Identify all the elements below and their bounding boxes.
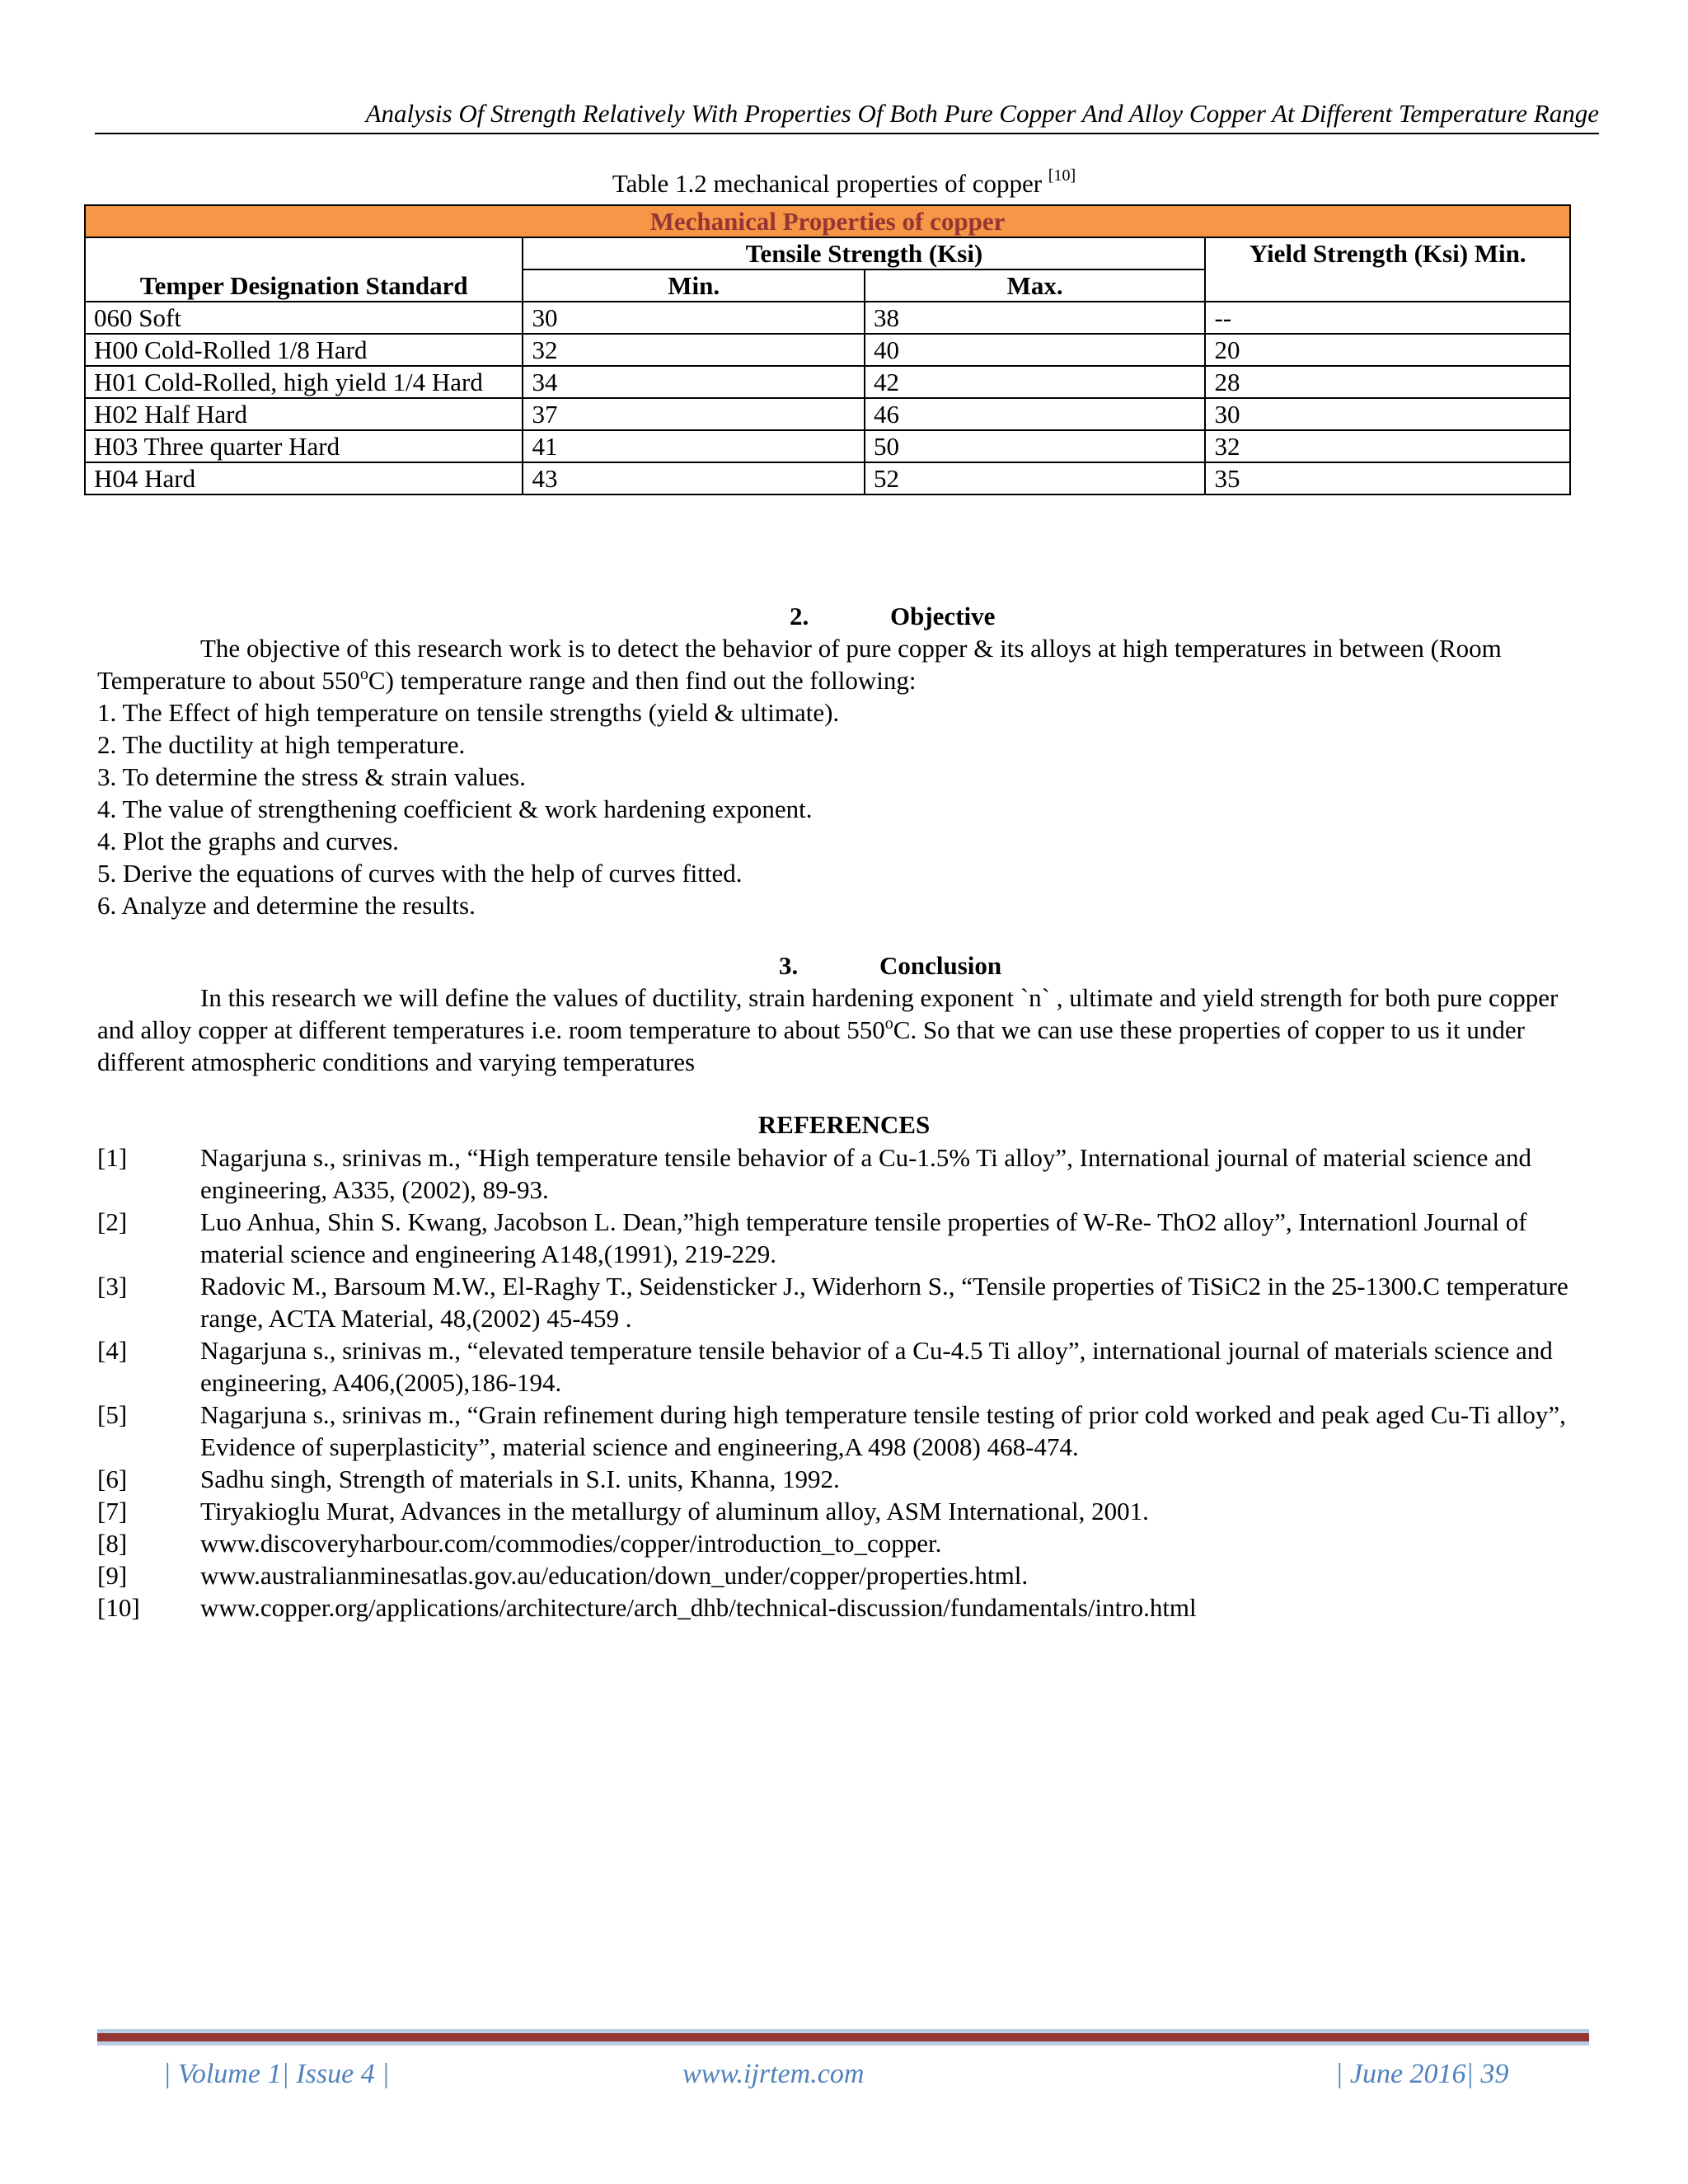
list-item: 2. The ductility at high temperature. [97,730,466,759]
objective-intro-a: The objective of this research work is to detect the behavior of pure copper & its alloys at high temperatures in between (Room Temperature to about 550 [97,634,1502,695]
header-min: Min. [523,269,864,302]
reference-tag: [4] [97,1336,128,1365]
cell-yield: 35 [1205,462,1570,494]
reference-tag: [5] [97,1400,128,1429]
table-title: Mechanical Properties of copper [85,205,1570,237]
reference-tag: [10] [97,1593,140,1622]
footer-date-page: | June 2016| 39 [1335,2059,1509,2089]
reference-tag: [7] [97,1497,128,1526]
cell-max: 42 [865,366,1206,398]
table-title-row [85,205,1570,237]
reference-item [97,1559,1597,1591]
list-item: 5. Derive the equations of curves with the help of curves fitted. [97,859,743,888]
mechanical-properties-table [84,204,1571,495]
conclusion-title: Conclusion [879,951,1002,980]
cell-temper: H00 Cold-Rolled 1/8 Hard [85,334,523,366]
cell-temper: H03 Three quarter Hard [85,430,523,462]
reference-tag: [3] [97,1272,128,1301]
list-item: 1. The Effect of high temperature on tensile strengths (yield & ultimate). [97,698,840,727]
header-yield: Yield Strength (Ksi) Min. [1205,237,1570,302]
header-rule [95,133,1599,134]
cell-min: 32 [523,334,864,366]
table-caption [0,167,1688,200]
cell-yield: 30 [1205,398,1570,430]
reference-item [97,1206,1597,1270]
table-caption-ref: [10] [1048,166,1076,185]
reference-item [97,1334,1597,1399]
list-item: 3. To determine the stress & strain values. [97,762,526,791]
table-header-row-1 [85,237,1570,269]
cell-max: 40 [865,334,1206,366]
reference-item [97,1399,1597,1463]
list-item: 4. Plot the graphs and curves. [97,827,399,855]
reference-item [97,1591,1597,1624]
cell-max: 46 [865,398,1206,430]
cell-yield: 28 [1205,366,1570,398]
cell-max: 50 [865,430,1206,462]
reference-tag: [6] [97,1465,128,1493]
table-row [85,398,1570,430]
reference-text: Luo Anhua, Shin S. Kwang, Jacobson L. Dean,”high temperature tensile properties of W-Re- ThO2 alloy”, Internationl Journal of material science and engineering A148,(1991), 219-229. [200,1207,1527,1268]
running-header: Analysis Of Strength Relatively With Properties Of Both Pure Copper And Alloy Copper At Different Temperature Range [365,99,1599,128]
cell-yield: 32 [1205,430,1570,462]
cell-max: 52 [865,462,1206,494]
reference-text: www.discoveryharbour.com/commodies/copper/introduction_to_copper. [200,1529,942,1558]
header-tensile: Tensile Strength (Ksi) [523,237,1205,269]
conclusion-number: 3. [779,951,799,980]
references-title: REFERENCES [757,1110,931,1139]
cell-yield: 20 [1205,334,1570,366]
reference-text: Nagarjuna s., srinivas m., “elevated temperature tensile behavior of a Cu-4.5 Ti alloy”, international journal of materials science and engineering, A406,(2005),186-194. [200,1336,1553,1397]
cell-min: 41 [523,430,864,462]
cell-temper: H04 Hard [85,462,523,494]
footer-site-link[interactable]: www.ijrtem.com [682,2059,865,2089]
reference-text: www.copper.org/applications/architecture/arch_dhb/technical-discussion/fundamentals/intro.html [200,1593,1197,1622]
reference-item [97,1270,1597,1334]
cell-min: 37 [523,398,864,430]
footer-volume: | Volume 1| Issue 4 | [163,2059,390,2089]
reference-tag: [2] [97,1207,128,1236]
table-row [85,366,1570,398]
reference-text: www.australianminesatlas.gov.au/education/down_under/copper/properties.html. [200,1561,1029,1590]
cell-temper: H01 Cold-Rolled, high yield 1/4 Hard [85,366,523,398]
table-caption-text: Table 1.2 mechanical properties of copper [612,169,1048,198]
reference-text: Tiryakioglu Murat, Advances in the metallurgy of aluminum alloy, ASM International, 2001. [200,1497,1149,1526]
header-temper: Temper Designation Standard [85,237,523,302]
cell-yield: -- [1205,302,1570,334]
reference-item [97,1495,1597,1527]
cell-max: 38 [865,302,1206,334]
table-row [85,302,1570,334]
reference-item [97,1463,1597,1495]
cell-min: 34 [523,366,864,398]
reference-text: Nagarjuna s., srinivas m., “High temperature tensile behavior of a Cu-1.5% Ti alloy”, International journal of material science and engineering, A335, (2002), 89-93. [200,1143,1531,1204]
reference-tag: [8] [97,1529,128,1558]
reference-text: Sadhu singh, Strength of materials in S.I. units, Khanna, 1992. [200,1465,840,1493]
objective-title: Objective [890,602,996,630]
objective-intro-b: C) temperature range and then find out the following: [368,666,917,695]
objective-intro-sup: o [359,665,368,683]
footer-rule [97,2041,1589,2046]
reference-item [97,1141,1597,1206]
footer-rule [97,2033,1589,2041]
conclusion-text [97,982,1597,1078]
reference-text: Nagarjuna s., srinivas m., “Grain refinement during high temperature tensile testing of prior cold worked and peak aged Cu-Ti alloy”, Evidence of superplasticity”, material science and engineering,A 498 (2008) 468-474. [200,1400,1566,1461]
cell-temper: H02 Half Hard [85,398,523,430]
cell-temper: 060 Soft [85,302,523,334]
list-item: 4. The value of strengthening coefficient & work hardening exponent. [97,794,813,823]
objective-number: 2. [790,602,809,630]
objective-intro [97,632,1597,696]
references-list [97,1141,1597,1624]
conclusion-text-b: C. So that we can use these properties of copper to us it under different atmospheric conditions and varying temperatures [97,1015,1525,1076]
table-row [85,334,1570,366]
conclusion-text-sup: o [884,1015,893,1033]
header-max: Max. [865,269,1206,302]
conclusion-text-a: In this research we will define the values of ductility, strain hardening exponent `n` , ultimate and yield strength for both pure copper and alloy copper at different temperatures i.e. room temperature to about 550 [97,983,1559,1044]
reference-tag: [9] [97,1561,128,1590]
reference-tag: [1] [97,1143,128,1172]
cell-min: 43 [523,462,864,494]
table-row [85,430,1570,462]
cell-min: 30 [523,302,864,334]
objective-list [97,696,1597,921]
list-item: 6. Analyze and determine the results. [97,891,476,920]
table-row [85,462,1570,494]
reference-item [97,1527,1597,1559]
reference-text: Radovic M., Barsoum M.W., El-Raghy T., Seidensticker J., Widerhorn S., “Tensile properties of TiSiC2 in the 25-1300.C temperature range, ACTA Material, 48,(2002) 45-459 . [200,1272,1568,1333]
